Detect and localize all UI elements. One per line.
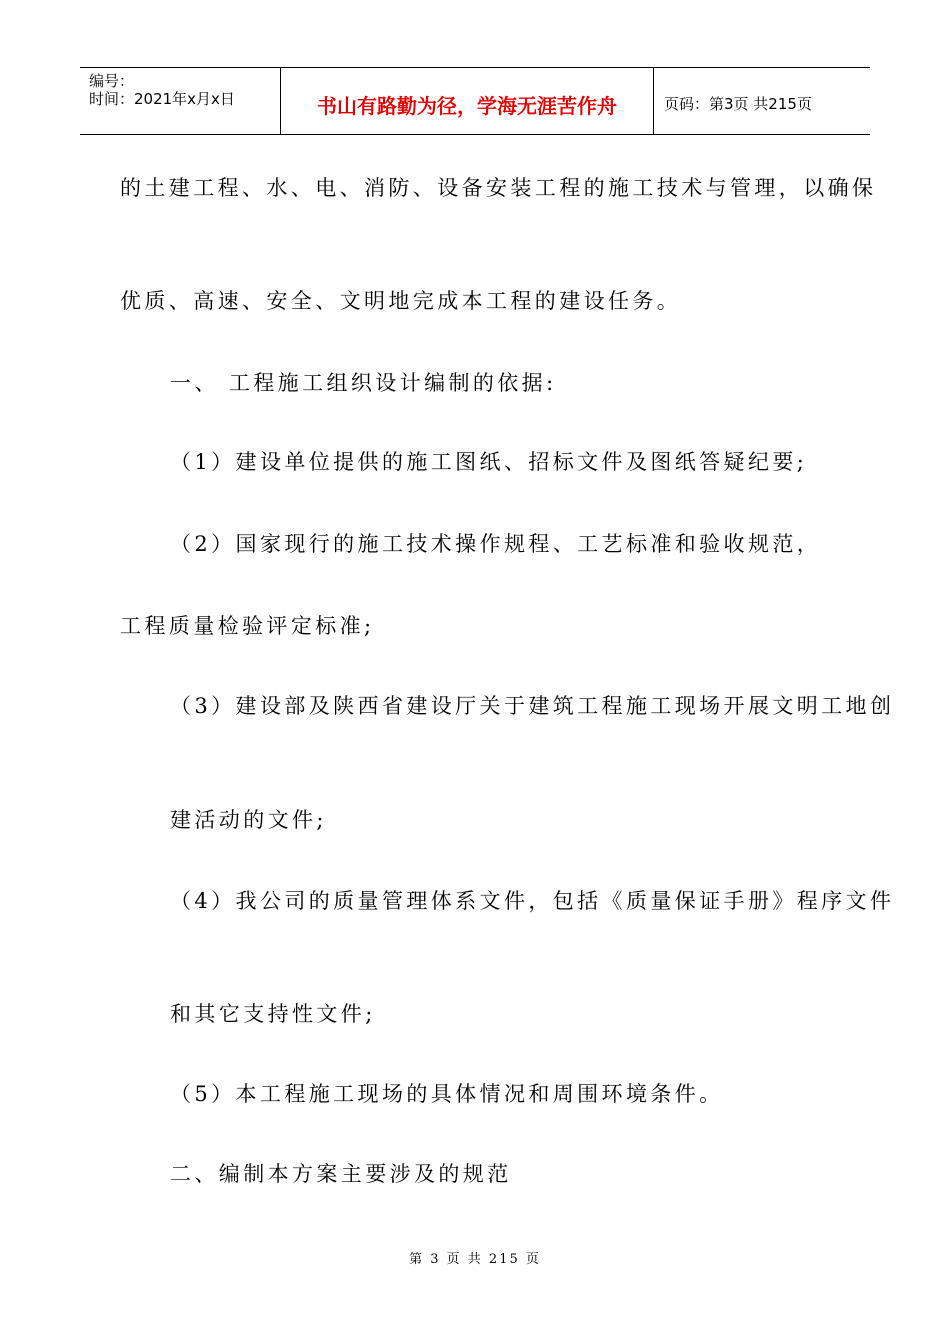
- list-item: （2）国家现行的施工技术操作规程、工艺标准和验收规范，: [170, 532, 822, 556]
- header-motto: 书山有路勤为径，学海无涯苦作舟: [281, 68, 654, 134]
- list-item: （1）建设单位提供的施工图纸、招标文件及图纸答疑纪要;: [170, 450, 808, 474]
- section-heading: 一、 工程施工组织设计编制的依据:: [170, 371, 557, 395]
- body-line: 优质、高速、安全、文明地完成本工程的建设任务。: [120, 289, 682, 313]
- section-heading: 二、编制本方案主要涉及的规范: [170, 1162, 512, 1186]
- page-footer: 第 3 页 共 215 页: [409, 1252, 541, 1267]
- page-header: [80, 67, 870, 135]
- header-page-info: 页码：第3页 共215页: [664, 94, 812, 113]
- header-meta: [80, 68, 281, 134]
- body-line: 和其它支持性文件;: [170, 1002, 376, 1026]
- list-item: （3）建设部及陕西省建设厅关于建筑工程施工现场开展文明工地创: [170, 694, 895, 718]
- document-number-label: 编号：: [89, 72, 135, 90]
- body-line: 工程质量检验评定标准;: [120, 614, 375, 638]
- document-date: 时间：2021年x月x日: [89, 90, 235, 108]
- body-line: 的土建工程、水、电、消防、设备安装工程的施工技术与管理，以确保: [120, 176, 877, 200]
- body-line: 建活动的文件;: [170, 808, 327, 832]
- list-item: （5）本工程施工现场的具体情况和周围环境条件。: [170, 1082, 724, 1106]
- list-item: （4）我公司的质量管理体系文件，包括《质量保证手册》程序文件: [170, 889, 895, 913]
